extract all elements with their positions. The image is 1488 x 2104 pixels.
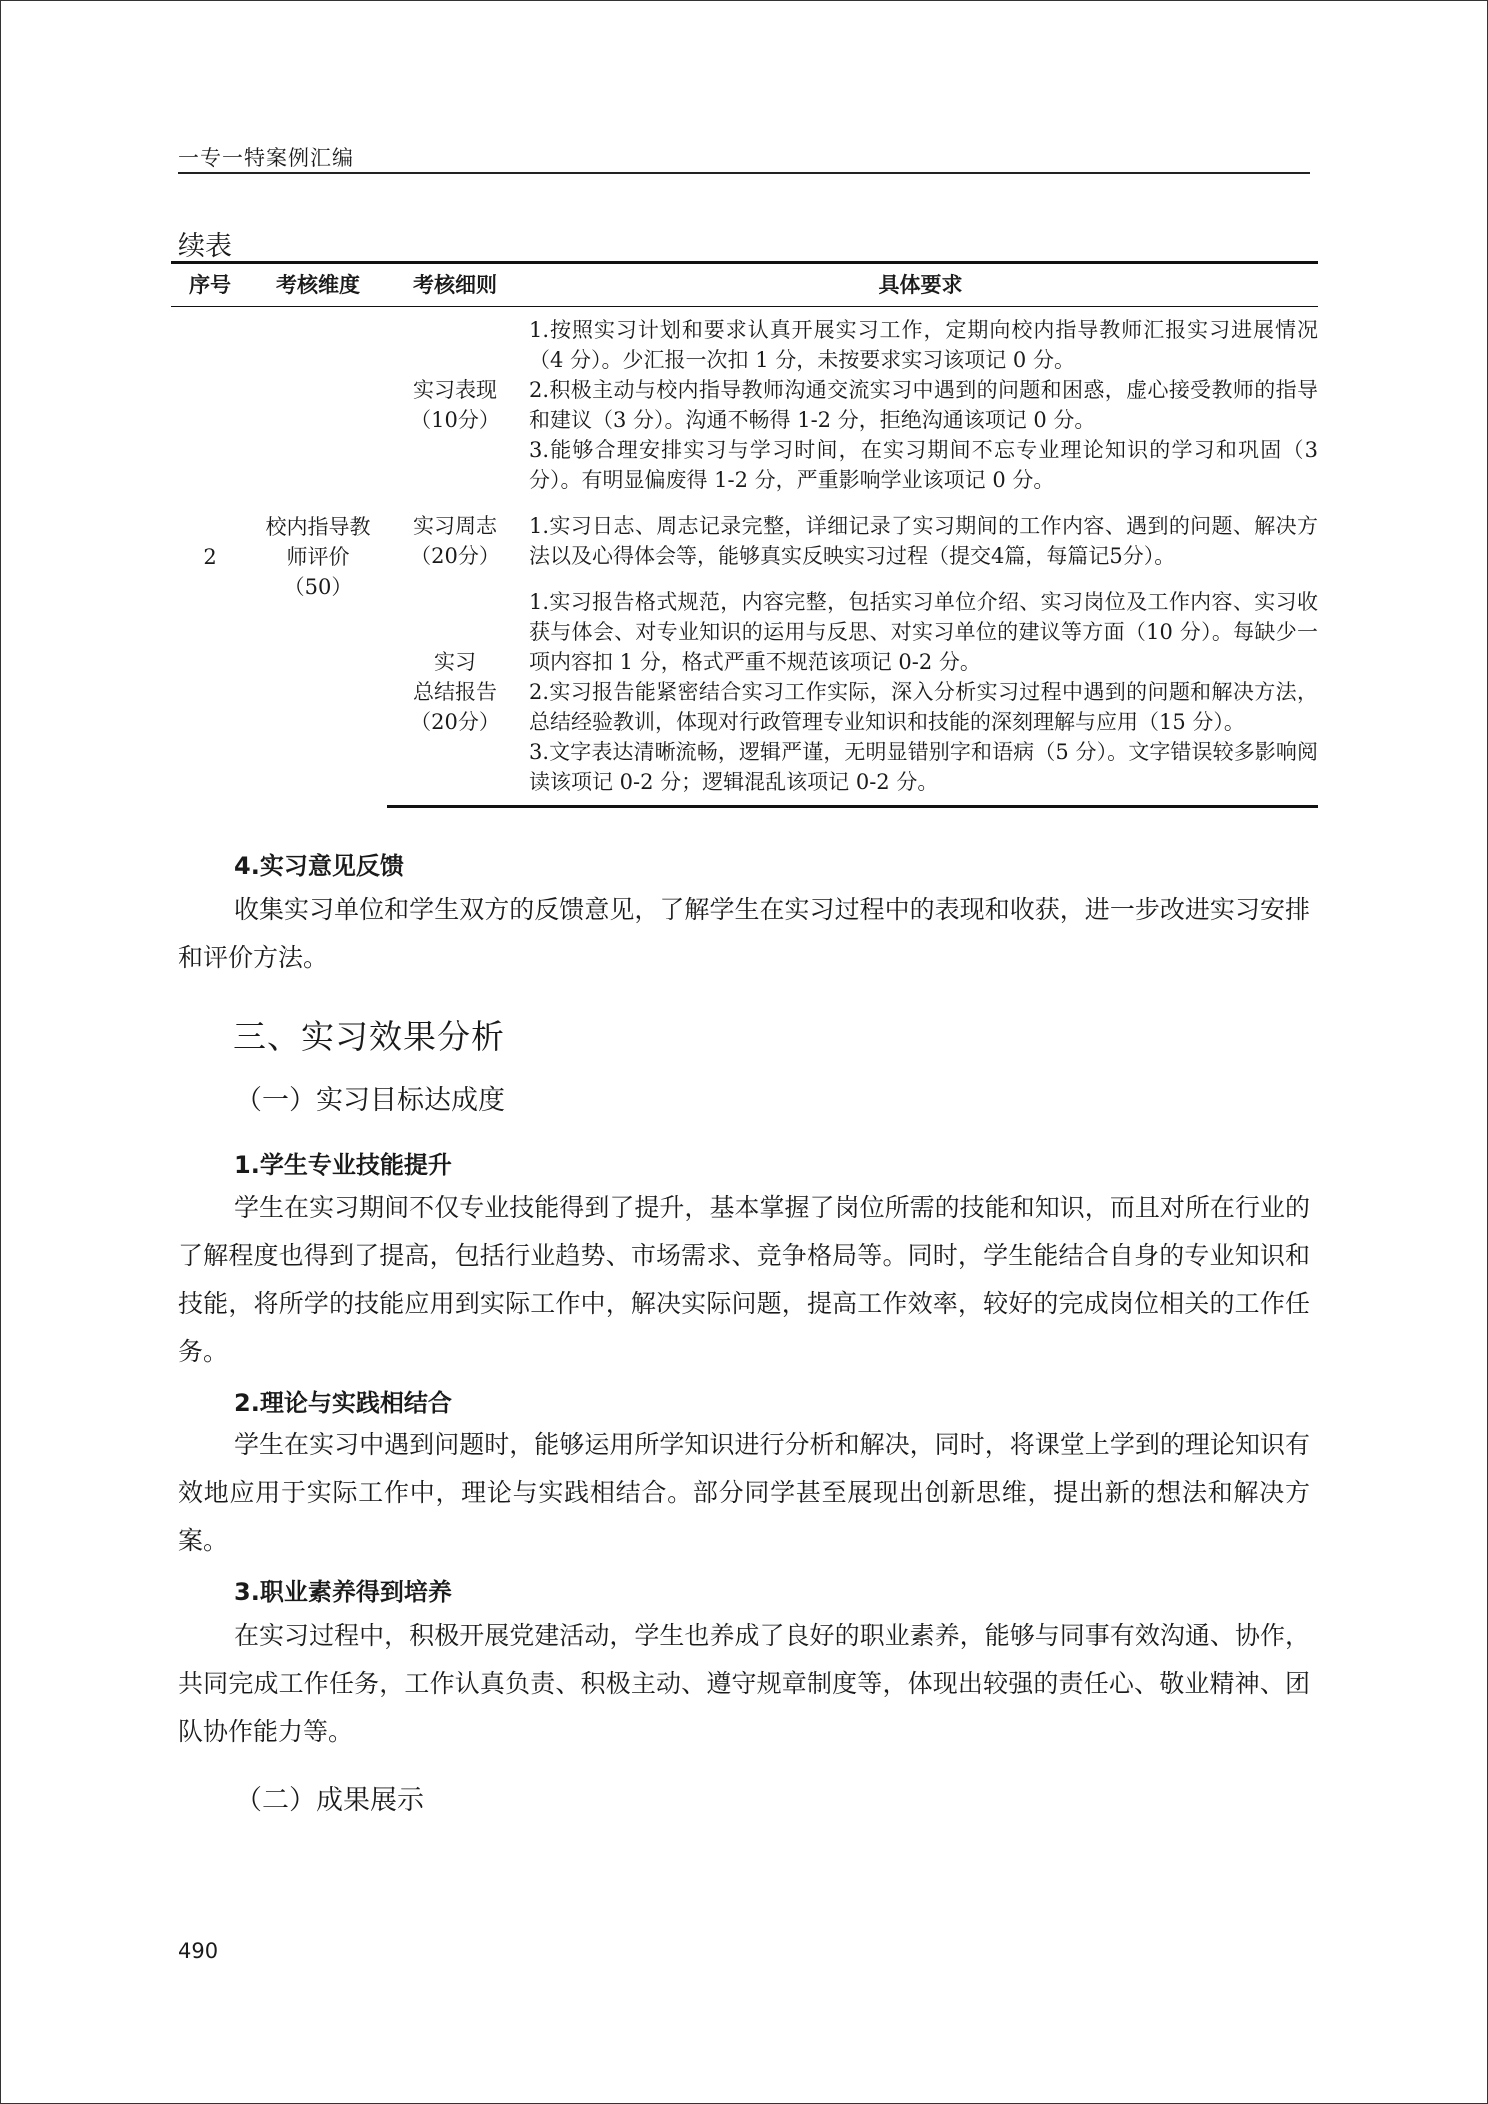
subsection-heading: （二）成果展示 [235,1785,424,1816]
requirement-item: 3.文字表达清晰流畅，逻辑严谨，无明显错别字和语病（5 分）。文字错误较多影响阅读该项记 0-2 分；逻辑混乱该项记 0-2 分。 [529,740,1318,794]
body-paragraph: 在实习过程中，积极开展党建活动，学生也养成了良好的职业素养，能够与同事有效沟通、协作，共同完成工作任务，工作认真负责、积极主动、遵守规章制度等，体现出较强的责任心、敬业精神、团队协作能力等。 [178,1621,1310,1746]
table-continued-label: 续表 [178,231,232,262]
header-rule: 考核细则 [387,263,523,307]
rule-cell [387,579,523,807]
rule-line: 总结报告 [413,680,497,704]
dimension-cell [249,307,387,807]
requirement-item: 1.实习报告格式规范，内容完整，包括实习单位介绍、实习岗位及工作内容、实习收获与体会、对专业知识的运用与反思、对实习单位的建议等方面（10 分）。每缺少一项内容扣 1 分，格式严重不规范该项记 0-2 分。 [529,590,1318,674]
section-heading: 1.学生专业技能提升 [234,1151,452,1179]
section-heading: 2.理论与实践相结合 [234,1389,452,1417]
requirement-cell [523,579,1318,807]
header-rule [178,172,1310,174]
requirement-item: 2.积极主动与校内指导教师沟通交流实习中遇到的问题和困惑，虚心接受教师的指导和建议（3 分）。沟通不畅得 1-2 分，拒绝沟通该项记 0 分。 [529,378,1318,432]
requirement-item: 3.能够合理安排实习与学习时间，在实习期间不忘专业理论知识的学习和巩固（3 分）。有明显偏废得 1-2 分，严重影响学业该项记 0 分。 [529,438,1318,492]
body-paragraph: 收集实习单位和学生双方的反馈意见，了解学生在实习过程中的表现和收获，进一步改进实习安排和评价方法。 [178,895,1310,972]
rule-line: （10分） [410,408,500,432]
section-heading: 3.职业素养得到培养 [234,1578,452,1606]
header-requirement: 具体要求 [523,263,1318,307]
rule-line: 实习周志 [413,514,497,538]
row-number: 2 [203,544,217,569]
rule-line: （20分） [410,710,500,734]
dimension-line: 校内指导教 [265,514,371,539]
dimension-line: 师评价 [286,544,350,569]
table-header-row [171,263,1318,307]
header-dimension: 考核维度 [249,263,387,307]
requirement-item: 1.实习日志、周志记录完整，详细记录了实习期间的工作内容、遇到的问题、解决方法以及心得体会等，能够真实反映实习过程（提交4篇，每篇记5分）。 [529,514,1318,568]
rule-line: 实习 [434,650,476,674]
subsection-heading: （一）实习目标达成度 [235,1085,505,1116]
rule-cell [387,503,523,579]
chapter-heading: 三、实习效果分析 [233,1017,505,1056]
rule-line: （20分） [410,544,500,568]
requirement-item: 2.实习报告能紧密结合实习工作实际，深入分析实习过程中遇到的问题和解决方法，总结经验教训，体现对行政管理专业知识和技能的深刻理解与应用（15 分）。 [529,680,1318,734]
table-row [171,307,1318,504]
assessment-table [171,261,1318,808]
body-paragraph: 学生在实习中遇到问题时，能够运用所学知识进行分析和解决，同时，将课堂上学到的理论知识有效地应用于实际工作中，理论与实践相结合。部分同学甚至展现出创新思维，提出新的想法和解决方案。 [178,1430,1310,1555]
rule-line: 实习表现 [413,378,497,402]
requirement-item: 1.按照实习计划和要求认真开展实习工作，定期向校内指导教师汇报实习进展情况（4 分）。少汇报一次扣 1 分，未按要求实习该项记 0 分。 [529,318,1318,372]
rule-cell [387,307,523,504]
requirement-cell [523,307,1318,504]
body-paragraph: 学生在实习期间不仅专业技能得到了提升，基本掌握了岗位所需的技能和知识，而且对所在行业的了解程度也得到了提高，包括行业趋势、市场需求、竞争格局等。同时，学生能结合自身的专业知识和技能，将所学的技能应用到实际工作中，解决实际问题，提高工作效率，较好的完成岗位相关的工作任务。 [178,1193,1310,1366]
page-number: 490 [178,1939,219,1963]
running-head: 一专一特案例汇编 [178,146,354,170]
section-heading: 4.实习意见反馈 [234,852,404,880]
dimension-line: （50） [283,574,353,599]
header-no: 序号 [171,263,249,307]
requirement-cell [523,503,1318,579]
